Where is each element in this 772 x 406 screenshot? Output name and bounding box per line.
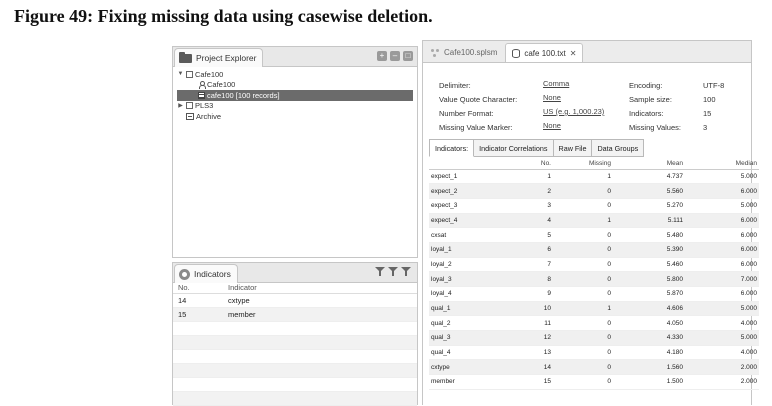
indicator-name-cell: expect_3 — [429, 198, 501, 213]
model-icon — [198, 81, 205, 88]
model-file-icon — [431, 48, 440, 57]
no-cell: 13 — [501, 345, 553, 360]
col-no-header: No. — [173, 283, 223, 293]
mean-cell: 5.480 — [613, 228, 685, 243]
indicator-name-cell: loyal_1 — [429, 242, 501, 257]
quote-value[interactable]: None — [543, 93, 561, 102]
indicator-name-cell: loyal_3 — [429, 272, 501, 287]
number-format-row — [439, 107, 605, 118]
indicator-name — [223, 363, 417, 377]
tree-item-label: cafe100 [100 records] — [207, 90, 280, 100]
encoding-row — [629, 81, 725, 90]
sample-size-row — [629, 95, 716, 104]
indicators-icon — [179, 269, 190, 280]
project-explorer-title: Project Explorer — [196, 53, 257, 63]
indicators-pane — [172, 262, 418, 405]
indicator-name-cell: loyal_2 — [429, 257, 501, 272]
median-cell: 6.000 — [685, 228, 759, 243]
project-tree — [173, 67, 417, 124]
indicators-table — [173, 283, 417, 406]
pane-window-buttons — [377, 51, 413, 61]
no-cell: 8 — [501, 272, 553, 287]
no-cell: 11 — [501, 316, 553, 331]
missing-cell: 1 — [553, 169, 613, 184]
file-properties — [423, 63, 751, 132]
indicator-row[interactable] — [173, 307, 417, 321]
indicator-name: cxtype — [223, 293, 417, 307]
indicator-name: member — [223, 307, 417, 321]
no-cell: 9 — [501, 287, 553, 302]
indicator-no — [173, 349, 223, 363]
median-cell: 5.000 — [685, 169, 759, 184]
indicator-row[interactable] — [173, 391, 417, 405]
mean-cell: 4.737 — [613, 169, 685, 184]
editor-tab[interactable] — [425, 43, 503, 62]
database-icon — [512, 49, 520, 58]
indicator-name-cell: expect_4 — [429, 213, 501, 228]
filter-icons — [375, 266, 411, 277]
col-indicator-header: Indicator — [223, 283, 417, 293]
maximize-icon[interactable]: □ — [403, 51, 413, 61]
median-cell: 5.000 — [685, 331, 759, 346]
tree-item-label: Cafe100 — [207, 80, 236, 90]
mean-cell: 5.800 — [613, 272, 685, 287]
missing-cell: 1 — [553, 213, 613, 228]
mean-cell: 5.111 — [613, 213, 685, 228]
table-row[interactable] — [429, 184, 759, 199]
project-icon — [186, 71, 193, 78]
median-cell: 6.000 — [685, 287, 759, 302]
mean-cell: 4.180 — [613, 345, 685, 360]
indicators-title: Indicators — [194, 269, 231, 279]
no-cell: 12 — [501, 331, 553, 346]
median-cell: 6.000 — [685, 184, 759, 199]
table-row[interactable] — [429, 213, 759, 228]
missing-cell: 0 — [553, 345, 613, 360]
delimiter-row — [439, 79, 570, 90]
indicator-row[interactable] — [173, 293, 417, 307]
delimiter-value[interactable]: Comma — [543, 79, 570, 88]
median-cell: 6.000 — [685, 257, 759, 272]
data-tab[interactable]: Data Groups — [592, 139, 644, 157]
missing-values-row — [629, 123, 708, 132]
median-cell: 4.000 — [685, 316, 759, 331]
indicator-row[interactable] — [173, 349, 417, 363]
mean-cell: 5.270 — [613, 198, 685, 213]
indicator-row[interactable] — [173, 377, 417, 391]
expand-arrow-icon[interactable]: ▼ — [177, 71, 184, 78]
table-row[interactable] — [429, 287, 759, 302]
missing-cell: 0 — [553, 375, 613, 390]
missing-cell: 0 — [553, 242, 613, 257]
indicator-row[interactable] — [173, 321, 417, 335]
editor-tab[interactable] — [505, 43, 583, 62]
indicator-name — [223, 349, 417, 363]
indicator-no — [173, 321, 223, 335]
indicator-name-cell: qual_2 — [429, 316, 501, 331]
stats-col-header[interactable]: Mean — [613, 159, 685, 169]
indicator-no — [173, 391, 223, 405]
no-cell: 3 — [501, 198, 553, 213]
mean-cell: 4.330 — [613, 331, 685, 346]
project-explorer-pane — [172, 46, 418, 258]
table-row[interactable] — [429, 228, 759, 243]
indicator-name-cell: expect_2 — [429, 184, 501, 199]
editor-pane — [422, 40, 757, 405]
tree-item[interactable] — [177, 111, 413, 122]
quote-label: Value Quote Character: — [439, 95, 518, 104]
archive-icon — [186, 113, 194, 120]
figure-caption: Figure 49: Fixing missing data using casewise deletion. — [14, 6, 433, 26]
folder-icon — [179, 54, 192, 63]
project-icon — [186, 102, 193, 109]
mean-cell: 4.050 — [613, 316, 685, 331]
median-cell: 5.000 — [685, 198, 759, 213]
missing-values-value: 3 — [703, 123, 708, 132]
dataset-icon — [198, 92, 205, 99]
missing-marker-value[interactable]: None — [543, 121, 561, 130]
median-cell: 6.000 — [685, 213, 759, 228]
table-row[interactable] — [429, 198, 759, 213]
no-cell: 14 — [501, 360, 553, 375]
indicator-no: 15 — [173, 307, 223, 321]
tree-item-label: Cafe100 — [195, 69, 224, 79]
stats-col-header[interactable]: No. — [501, 159, 553, 169]
indicator-name — [223, 335, 417, 349]
table-row[interactable] — [429, 169, 759, 184]
median-cell: 5.000 — [685, 301, 759, 316]
filter-remove-icon[interactable] — [401, 266, 411, 277]
data-tab[interactable]: Indicator Correlations — [474, 139, 553, 157]
no-cell: 1 — [501, 169, 553, 184]
editor-tabs — [423, 41, 751, 63]
indicators-tab[interactable] — [174, 264, 238, 283]
table-row[interactable] — [429, 301, 759, 316]
missing-cell: 0 — [553, 287, 613, 302]
sample-size-value: 100 — [703, 95, 716, 104]
missing-cell: 0 — [553, 316, 613, 331]
median-cell: 2.000 — [685, 360, 759, 375]
indicator-name-cell: qual_4 — [429, 345, 501, 360]
close-icon[interactable]: ✕ — [569, 48, 577, 58]
table-row[interactable] — [429, 375, 759, 390]
indicator-no — [173, 335, 223, 349]
table-row[interactable] — [429, 257, 759, 272]
encoding-label: Encoding: — [629, 81, 663, 90]
mean-cell: 4.606 — [613, 301, 685, 316]
table-row[interactable] — [429, 316, 759, 331]
sample-size-label: Sample size: — [629, 95, 672, 104]
indicator-name-cell: member — [429, 375, 501, 390]
editor-tab-label: cafe 100.txt — [524, 48, 566, 58]
mean-cell: 5.870 — [613, 287, 685, 302]
missing-cell: 0 — [553, 257, 613, 272]
no-cell: 4 — [501, 213, 553, 228]
indicator-name-cell: qual_1 — [429, 301, 501, 316]
indicator-name-cell: qual_3 — [429, 331, 501, 346]
filter-add-icon[interactable] — [388, 266, 398, 277]
missing-cell: 0 — [553, 198, 613, 213]
table-row[interactable] — [429, 272, 759, 287]
missing-cell: 0 — [553, 272, 613, 287]
indicator-name — [223, 377, 417, 391]
indicators-count-value: 15 — [703, 109, 712, 118]
missing-cell: 0 — [553, 184, 613, 199]
mean-cell: 5.560 — [613, 184, 685, 199]
missing-cell: 0 — [553, 331, 613, 346]
stats-col-header[interactable]: Median — [685, 159, 759, 169]
indicator-no: 14 — [173, 293, 223, 307]
data-view-tabs — [429, 139, 644, 157]
indicators-count-label: Indicators: — [629, 109, 664, 118]
indicator-no — [173, 363, 223, 377]
indicator-name-cell: cxsat — [429, 228, 501, 243]
indicator-stats-table — [429, 159, 759, 390]
tree-item-label: PLS3 — [195, 101, 214, 111]
missing-cell: 1 — [553, 301, 613, 316]
missing-marker-row — [439, 121, 561, 132]
mean-cell: 5.390 — [613, 242, 685, 257]
data-tab[interactable]: Raw File — [554, 139, 593, 157]
delimiter-label: Delimiter: — [439, 81, 471, 90]
collapse-arrow-icon[interactable]: ▶ — [178, 103, 183, 110]
tree-item-label: Archive — [196, 111, 222, 121]
indicator-name — [223, 391, 417, 405]
median-cell: 7.000 — [685, 272, 759, 287]
minimize-icon[interactable]: – — [390, 51, 400, 61]
stats-col-header[interactable] — [429, 159, 501, 169]
no-cell: 10 — [501, 301, 553, 316]
mean-cell: 1.560 — [613, 360, 685, 375]
indicators-count-row — [629, 109, 712, 118]
no-cell: 5 — [501, 228, 553, 243]
indicator-name — [223, 321, 417, 335]
indicator-name-cell: loyal_4 — [429, 287, 501, 302]
quote-row — [439, 93, 561, 104]
no-cell: 15 — [501, 375, 553, 390]
filter-icon[interactable] — [375, 266, 385, 277]
data-tab[interactable]: Indicators: — [429, 139, 474, 157]
median-cell: 2.000 — [685, 375, 759, 390]
add-icon[interactable]: + — [377, 51, 387, 61]
tree-item[interactable] — [177, 90, 413, 101]
mean-cell: 5.460 — [613, 257, 685, 272]
missing-values-label: Missing Values: — [629, 123, 681, 132]
table-row[interactable] — [429, 242, 759, 257]
table-row[interactable] — [429, 360, 759, 375]
indicator-name-cell: expect_1 — [429, 169, 501, 184]
indicator-row[interactable] — [173, 335, 417, 349]
table-row[interactable] — [429, 331, 759, 346]
number-format-value[interactable]: US (e.g. 1,000.23) — [543, 107, 605, 116]
stats-col-header[interactable]: Missing — [553, 159, 613, 169]
no-cell: 6 — [501, 242, 553, 257]
editor-tab-label: Cafe100.splsm — [444, 48, 498, 57]
table-row[interactable] — [429, 345, 759, 360]
indicator-name-cell: cxtype — [429, 360, 501, 375]
tree-item[interactable] — [177, 69, 413, 80]
mean-cell: 1.500 — [613, 375, 685, 390]
median-cell: 4.000 — [685, 345, 759, 360]
missing-marker-label: Missing Value Marker: — [439, 123, 513, 132]
indicator-row[interactable] — [173, 363, 417, 377]
project-explorer-tab[interactable] — [174, 48, 263, 67]
no-cell: 7 — [501, 257, 553, 272]
number-format-label: Number Format: — [439, 109, 494, 118]
project-explorer-header — [173, 47, 417, 67]
missing-cell: 0 — [553, 360, 613, 375]
missing-cell: 0 — [553, 228, 613, 243]
tree-item[interactable] — [177, 80, 413, 91]
indicator-no — [173, 377, 223, 391]
no-cell: 2 — [501, 184, 553, 199]
tree-item[interactable] — [177, 101, 413, 112]
median-cell: 6.000 — [685, 242, 759, 257]
encoding-value: UTF-8 — [703, 81, 725, 90]
indicators-header — [173, 263, 417, 283]
